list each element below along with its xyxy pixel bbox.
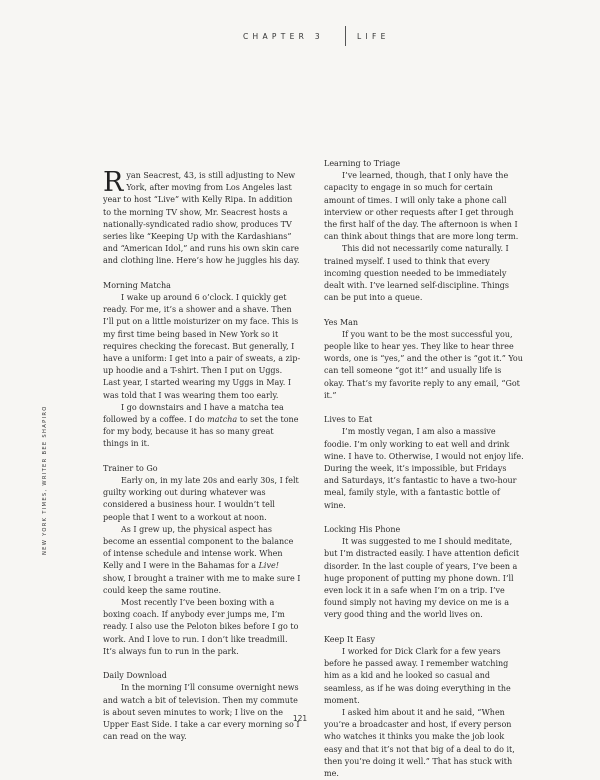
trainer-p2-italic: Live! bbox=[258, 561, 279, 571]
side-credit: NEW YORK TIMES, WRITER BEE SHAPIRO bbox=[42, 405, 48, 555]
locking-phone-p1: It was suggested to me I should meditate, but I’m distracted easily. I have attention deficit disorder. In the last couple of years, I’ve been a huge proponent of putting my phone down. I’ll even lock it in a safe when I’m on a trip. I’ve found simply not having my device on me is a very good thing and the world lives on. bbox=[324, 537, 520, 620]
trainer-p2 bbox=[103, 524, 301, 597]
right-column bbox=[324, 158, 524, 780]
page-number: 121 bbox=[292, 714, 308, 723]
morning-matcha-p2-a: I go downstairs and I have a matcha tea followed by a coffee. I do bbox=[103, 402, 284, 425]
heading-learning-to-triage: Learning to Triage bbox=[324, 159, 401, 168]
running-header bbox=[0, 30, 600, 44]
section-label: LIFE bbox=[357, 32, 390, 41]
triage-p2: This did not necessarily come naturally. I trained myself. I used to think that every incoming question needed to be immediately dealt with. I’ve learned self-discipline. Things can be put into a queue. bbox=[324, 244, 509, 303]
keep-it-easy-p1: I worked for Dick Clark for a few years before he passed away. I remember watching him as a kid and he looked so casual and seamless, as if he was doing everything in the moment. bbox=[324, 647, 511, 705]
morning-matcha-p1: I wake up around 6 o’clock. I quickly get ready. For me, it’s a shower and a shave. Then I’ll put on a little moisturizer on my face. This is my first time being based in New York so it requires checking the forecast. But generally, I have a uniform: I get into a pair of sweats, a zip-up hoodie and a T-shirt. Then I put on Uggs. Last year, I started wearing my Uggs in May. I was told that I was wearing them too early. bbox=[103, 293, 301, 400]
heading-morning-matcha: Morning Matcha bbox=[103, 280, 171, 290]
yes-man-p1: If you want to be the most successful you, people like to hear yes. They like to hear three words, one is “yes,” and the other is “got it.” You can tell someone “got it!” and usually life is okay. That’s my favorite reply to any email, “Got it.” bbox=[324, 329, 523, 400]
intro-text: yan Seacrest, 43, is still adjusting to New York, after moving from Los Angeles last year to host “Live” with Kelly Ripa. In addition to the morning TV show, Mr. Seacrest hosts a nationally-syndicated radio show, produces TV series like “Keeping Up with the Kardashians” and “American Idol,” and runs his own skin care and clothing line. Here’s how he juggles his day. bbox=[103, 171, 300, 266]
morning-matcha-p2-b: to set the tone for my body, because it has so many great things in it. bbox=[103, 415, 299, 449]
morning-matcha-p2 bbox=[103, 402, 301, 451]
drop-cap: R bbox=[103, 167, 124, 198]
trainer-p1: Early on, in my late 20s and early 30s, I felt guilty working out during whatever was considered a business hour. I wouldn’t tell people that I went to a workout at noon. bbox=[103, 476, 299, 522]
trainer-p2-b: show, I brought a trainer with me to make sure I could keep the same routine. bbox=[103, 573, 301, 595]
chapter-label: CHAPTER 3 bbox=[243, 32, 324, 41]
heading-yes-man: Yes Man bbox=[324, 317, 359, 327]
trainer-p2-a: As I grew up, the physical aspect has become an essential component to the balance of intense schedule and intense work. When Kelly and I were in the Bahamas for a bbox=[103, 524, 294, 571]
heading-trainer-to-go: Trainer to Go bbox=[103, 463, 158, 473]
triage-p1: I’ve learned, though, that I only have the capacity to engage in so much for certain amount of times. I will only take a phone call interview or other requests after I get through the first half of the day. The afternoon is when I can think about things that are more long term. bbox=[324, 171, 519, 242]
daily-download-p1: In the morning I’ll consume overnight news and watch a bit of television. Then my commute is about seven minutes to work; I live on the Upper East Side. I take a car every morning so I can read on the way. bbox=[103, 683, 300, 742]
left-column bbox=[103, 167, 301, 744]
intro-paragraph bbox=[103, 167, 301, 268]
heading-lives-to-eat: Lives to Eat bbox=[324, 415, 373, 425]
heading-daily-download: Daily Download bbox=[103, 671, 167, 681]
heading-keep-it-easy: Keep It Easy bbox=[324, 634, 376, 644]
keep-it-easy-p2: I asked him about it and he said, “When you’re a broadcaster and host, if every person who watches it thinks you make the job look easy and that it’s not that big of a deal to do it, then you’re doing it well.” That has stuck with me. bbox=[324, 708, 515, 779]
trainer-p3: Most recently I’ve been boxing with a boxing coach. If anybody ever jumps me, I’m ready. I also use the Peloton bikes before I go to work. And I love to run. I don’t like treadmill. It’s always fun to run in the park. bbox=[103, 598, 299, 656]
lives-to-eat-p1: I’m mostly vegan, I am also a massive foodie. I’m only working to eat well and drink wine. I have to. Otherwise, I would not enjoy life. During the week, it’s impossible, but Fridays and Saturdays, it’s fantastic to have a two-hour meal, family style, with a fantastic bottle of wine. bbox=[324, 427, 524, 510]
header-divider bbox=[345, 26, 346, 46]
morning-matcha-p2-italic: matcha bbox=[207, 415, 238, 425]
heading-locking-his-phone: Locking His Phone bbox=[324, 525, 401, 535]
